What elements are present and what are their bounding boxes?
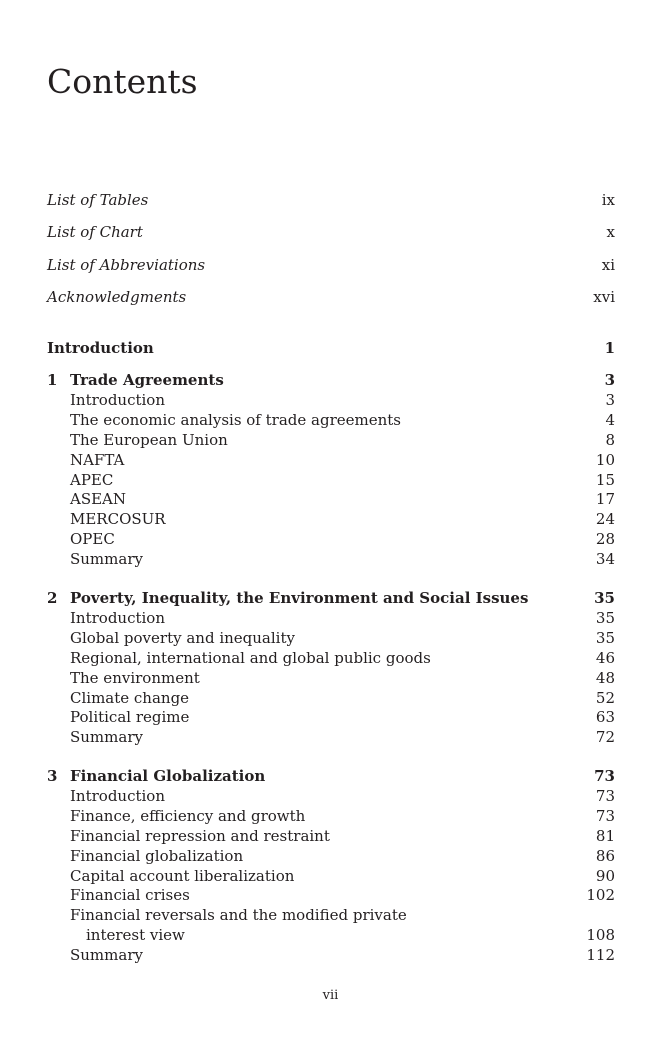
- section-page: 90: [595, 866, 615, 885]
- toc-section[interactable]: [47, 847, 615, 867]
- entry-page: x: [606, 223, 615, 242]
- front-matter-list: [47, 184, 615, 314]
- toc-section[interactable]: [47, 510, 615, 530]
- section-label: Introduction: [70, 390, 165, 409]
- section-label: Introduction: [70, 608, 165, 627]
- page-title: Contents: [47, 62, 198, 101]
- section-page: 112: [586, 946, 615, 965]
- section-label: Capital account liberalization: [70, 866, 295, 885]
- toc-section[interactable]: [47, 787, 615, 807]
- section-page: 73: [595, 786, 615, 805]
- toc-section[interactable]: [47, 689, 615, 709]
- entry-page: xi: [601, 255, 615, 274]
- section-page: 63: [595, 708, 615, 727]
- entry-label: List of Abbreviations: [47, 255, 206, 274]
- section-label: The economic analysis of trade agreements: [70, 410, 401, 429]
- toc-section[interactable]: [47, 728, 615, 748]
- section-label: Summary: [70, 946, 143, 965]
- section-label: interest view: [86, 926, 185, 945]
- toc-section-continuation[interactable]: [47, 926, 615, 946]
- entry-label: Acknowledgments: [47, 288, 187, 307]
- toc-section[interactable]: [47, 550, 615, 570]
- toc-section[interactable]: [47, 629, 615, 649]
- entry-label: Introduction: [47, 339, 154, 357]
- section-page: 3: [605, 390, 615, 409]
- page-number: vii: [322, 988, 339, 1003]
- toc-section[interactable]: [47, 451, 615, 471]
- section-page: 35: [595, 608, 615, 627]
- entry-page: 35: [594, 589, 615, 607]
- chapter-heading[interactable]: [47, 767, 615, 787]
- toc-section[interactable]: [47, 530, 615, 550]
- toc-chapter-1: [47, 371, 615, 570]
- section-page: 86: [595, 846, 615, 865]
- toc-entry-list-of-chart[interactable]: [47, 216, 615, 248]
- section-page: 35: [595, 628, 615, 647]
- section-label: Summary: [70, 728, 143, 747]
- section-label: Financial reversals and the modified private: [70, 906, 407, 925]
- section-page: 10: [595, 450, 615, 469]
- section-label: MERCOSUR: [70, 510, 166, 529]
- section-page: 17: [595, 490, 615, 509]
- chapter-title: Trade Agreements: [70, 371, 224, 389]
- section-label: APEC: [70, 470, 114, 489]
- chapter-number: 2: [47, 589, 58, 607]
- section-page: 81: [595, 826, 615, 845]
- toc-section[interactable]: [47, 609, 615, 629]
- section-page: 4: [605, 410, 615, 429]
- toc-section[interactable]: [47, 411, 615, 431]
- toc-section[interactable]: [47, 946, 615, 966]
- section-label: The European Union: [70, 430, 228, 449]
- section-label: Finance, efficiency and growth: [70, 806, 306, 825]
- toc-chapter-3: [47, 767, 615, 966]
- toc-section[interactable]: [47, 391, 615, 411]
- toc-section[interactable]: [47, 807, 615, 827]
- toc-entry-acknowledgments[interactable]: [47, 281, 615, 313]
- toc-entry-introduction[interactable]: [47, 339, 615, 359]
- toc-section[interactable]: [47, 431, 615, 451]
- toc-section[interactable]: [47, 669, 615, 689]
- section-page: 73: [595, 806, 615, 825]
- section-label: Financial repression and restraint: [70, 826, 330, 845]
- toc-section[interactable]: [47, 490, 615, 510]
- toc-section[interactable]: [47, 708, 615, 728]
- section-page: 34: [595, 550, 615, 569]
- toc-entry-list-of-tables[interactable]: [47, 184, 615, 216]
- section-label: Regional, international and global public goods: [70, 648, 431, 667]
- section-label: Summary: [70, 550, 143, 569]
- chapter-heading[interactable]: [47, 589, 615, 609]
- chapter-title: Poverty, Inequality, the Environment and Social Issues: [70, 589, 529, 607]
- entry-label: List of Tables: [47, 191, 149, 209]
- section-label: ASEAN: [70, 490, 127, 509]
- toc-entry-list-of-abbreviations[interactable]: [47, 249, 615, 281]
- entry-page: xvi: [593, 288, 615, 307]
- section-page: 15: [595, 470, 615, 489]
- entry-label: List of Chart: [47, 223, 143, 242]
- toc-section[interactable]: [47, 906, 615, 926]
- section-page: 52: [595, 688, 615, 707]
- section-label: Global poverty and inequality: [70, 628, 295, 647]
- section-label: Climate change: [70, 688, 190, 707]
- section-label: Political regime: [70, 708, 190, 727]
- toc-section[interactable]: [47, 886, 615, 906]
- toc-section[interactable]: [47, 649, 615, 669]
- chapter-number: 3: [47, 767, 58, 785]
- section-page: 108: [586, 926, 615, 945]
- section-page: 8: [605, 430, 615, 449]
- chapter-number: 1: [47, 371, 58, 389]
- toc-section[interactable]: [47, 471, 615, 491]
- section-page: 48: [595, 668, 615, 687]
- entry-page: ix: [601, 191, 615, 209]
- section-label: OPEC: [70, 530, 115, 549]
- section-page: 102: [586, 886, 615, 905]
- toc-introduction: [47, 339, 615, 359]
- section-page: 46: [595, 648, 615, 667]
- section-label: Financial globalization: [70, 846, 244, 865]
- chapter-title: Financial Globalization: [70, 767, 266, 785]
- chapter-heading[interactable]: [47, 371, 615, 391]
- entry-page: 3: [604, 371, 615, 389]
- toc-section[interactable]: [47, 827, 615, 847]
- section-label: The environment: [70, 668, 200, 687]
- section-page: 72: [595, 728, 615, 747]
- section-page: 24: [595, 510, 615, 529]
- section-page: 28: [595, 530, 615, 549]
- section-label: Introduction: [70, 786, 165, 805]
- entry-page: 73: [594, 767, 615, 785]
- toc-section[interactable]: [47, 867, 615, 887]
- section-label: Financial crises: [70, 886, 190, 905]
- toc-chapter-2: [47, 589, 615, 748]
- section-label: NAFTA: [70, 450, 125, 469]
- entry-page: 1: [604, 339, 615, 357]
